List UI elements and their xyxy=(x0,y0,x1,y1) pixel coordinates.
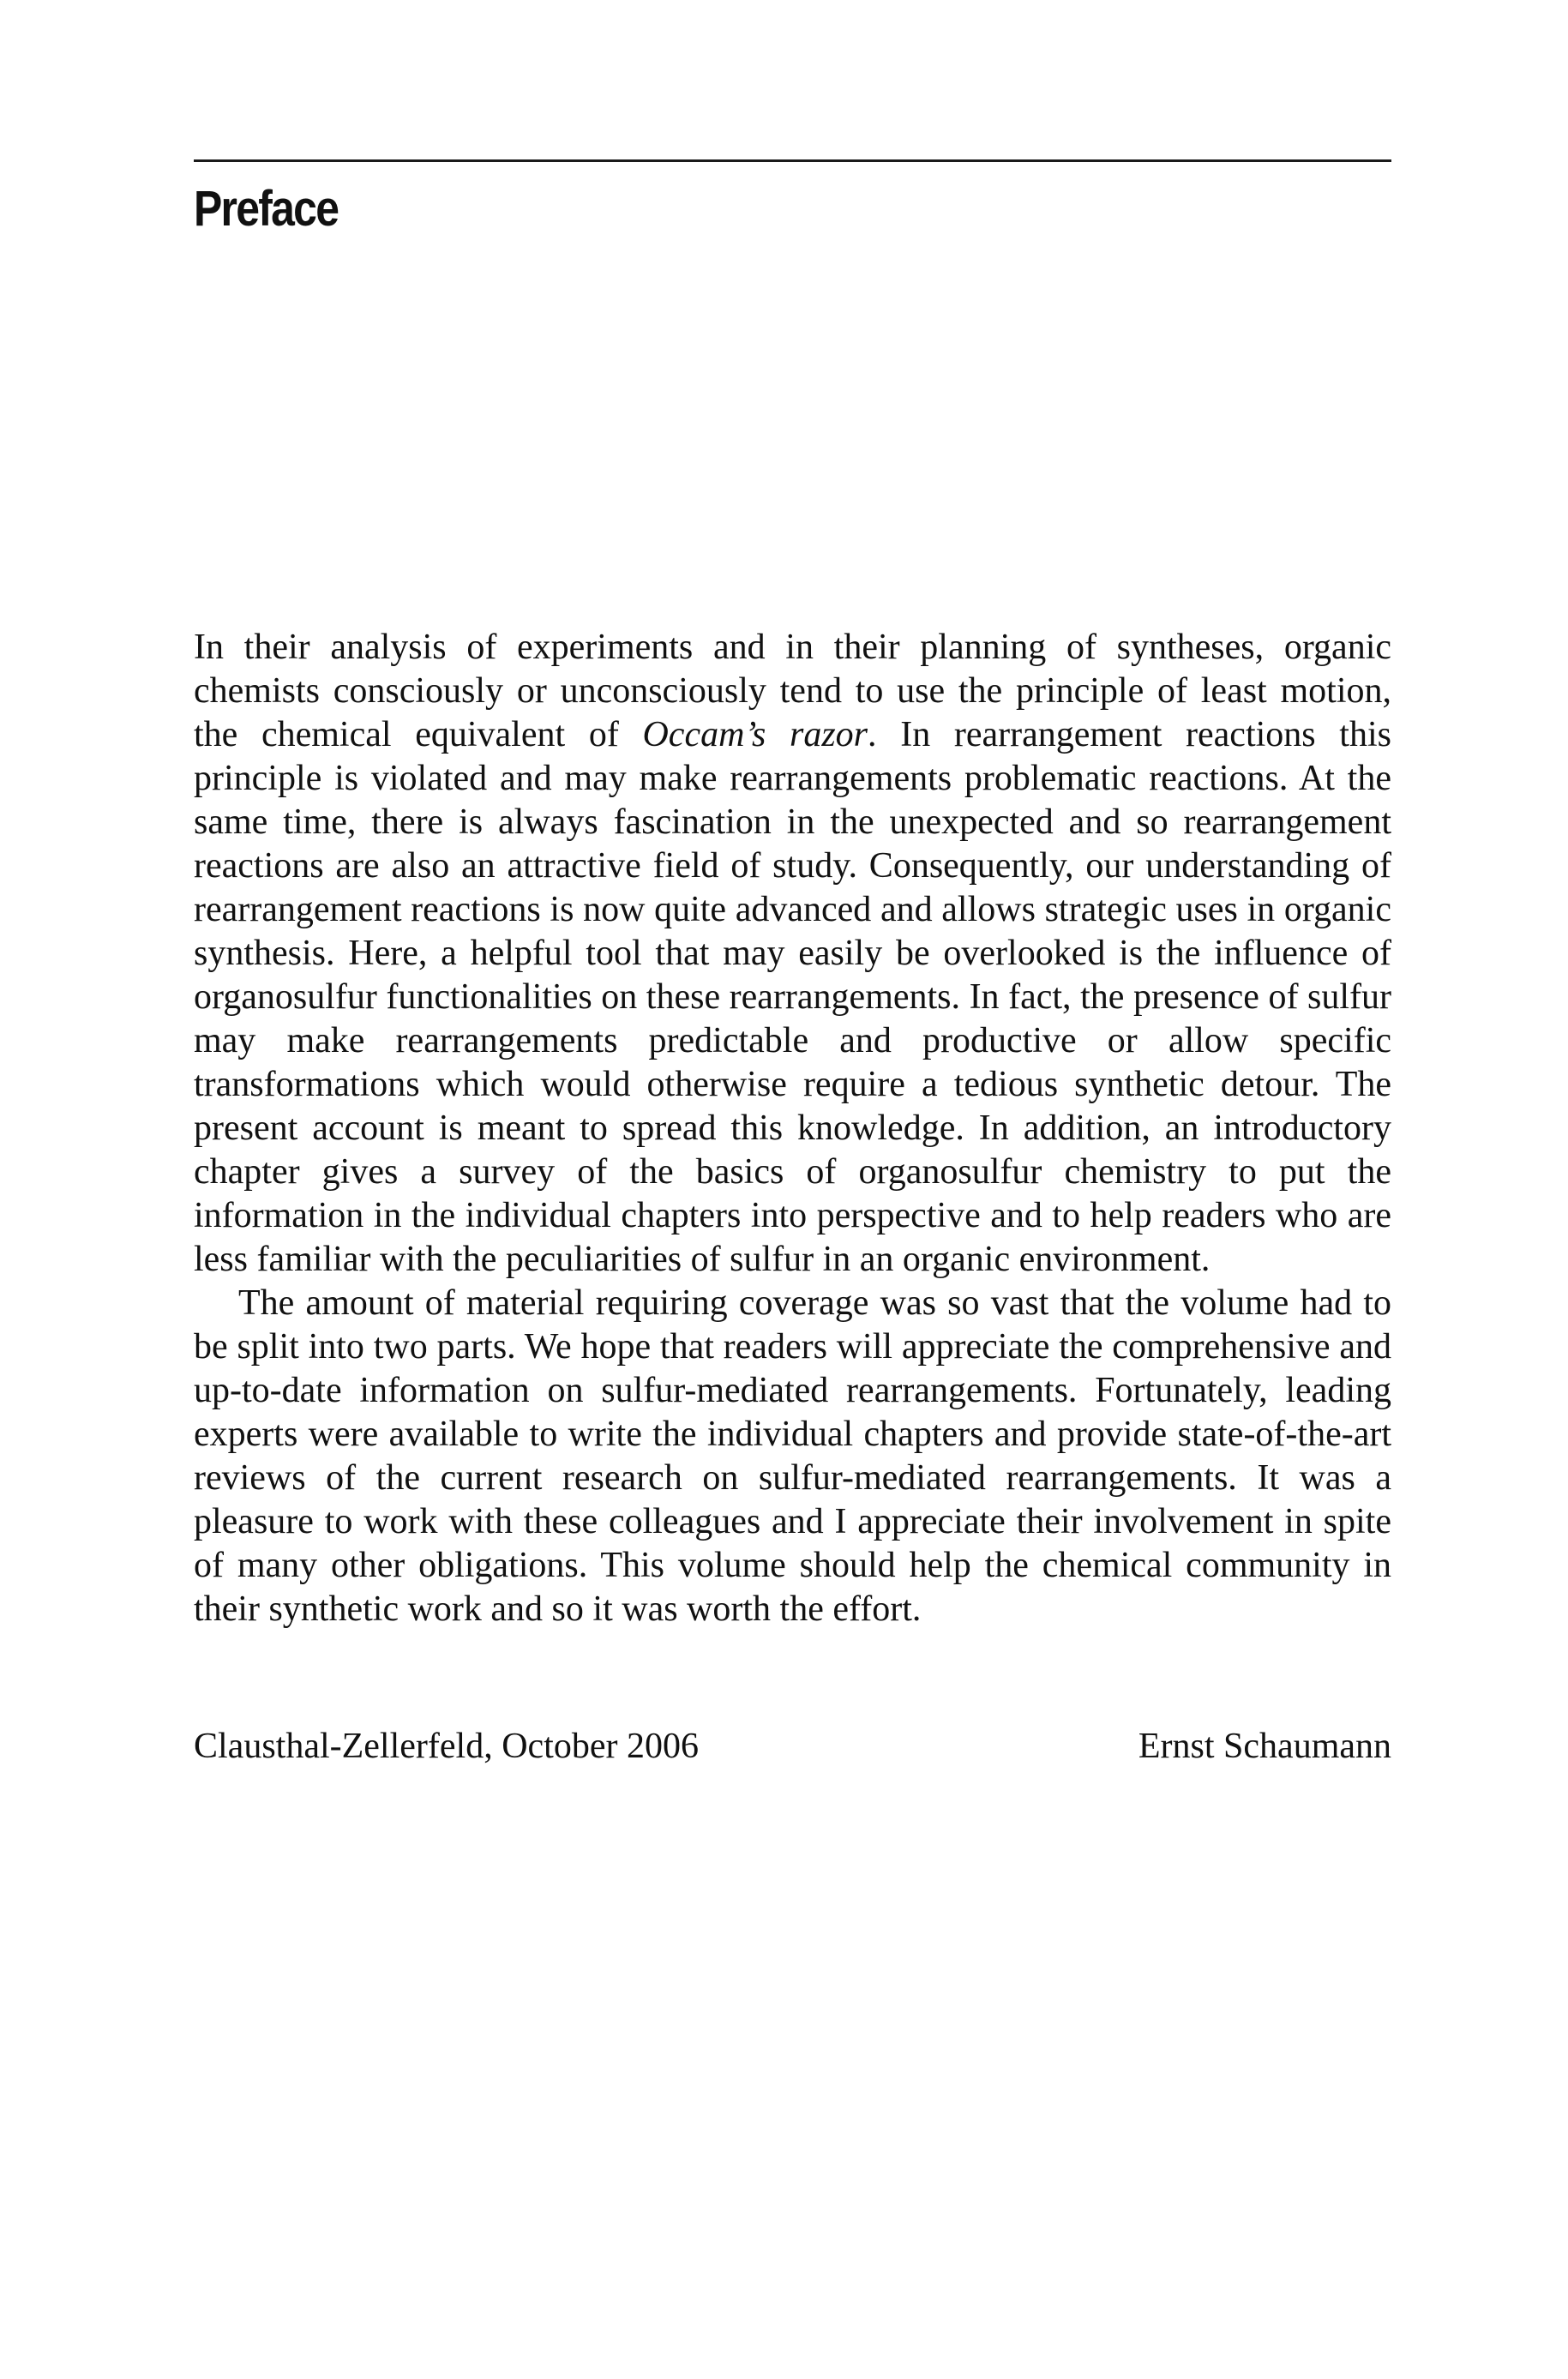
top-rule xyxy=(194,159,1391,162)
paragraph-1-text-start: In their analysis of experiments and in their planning of syntheses, organic chemists consciously or unconsciously tend to use the principle of least motion, the chemical equivalent of xyxy=(194,628,1391,754)
place-date: Clausthal-Zellerfeld, October 2006 xyxy=(194,1727,699,1766)
page-title: Preface xyxy=(194,181,339,237)
author-name: Ernst Schaumann xyxy=(1138,1727,1391,1766)
paragraph-1 xyxy=(194,626,1391,1282)
paragraph-2: The amount of material requiring coverage was so vast that the volume had to be split into two parts. We hope that readers will appreciate the comprehensive and up-to-date information on sulfur-mediated rearrangements. Fortunately, leading experts were available to write the individual chapters and provide state-of-the-art reviews of the current research on sulfur-mediated rearrangements. It was a pleasure to work with these colleagues and I appreciate their involvement in spite of many other obligations. This volume should help the chemical community in their synthetic work and so it was worth the effort. xyxy=(194,1283,1391,1629)
signature-line xyxy=(194,1725,1391,1769)
occams-razor-term: Occam’s razor xyxy=(642,715,868,754)
preface-body xyxy=(194,626,1391,1631)
paragraph-1-text-end: . In rearrangement reactions this principle is violated and may make rearrangements problematic reactions. At the same time, there is always fascination in the unexpected and so rearrangement reactions are also an attractive field of study. Consequently, our understanding of rearrangement reactions is now quite advanced and allows strategic uses in organic synthesis. Here, a helpful tool that may easily be overlooked is the influence of organosulfur functionalities on these rearrangements. In fact, the presence of sulfur may make rearrangements predictable and productive or allow specific transformations which would otherwise require a tedious synthetic detour. The present account is meant to spread this knowledge. In addition, an introductory chapter gives a survey of the basics of organosulfur chemistry to put the information in the individual chapters into perspective and to help readers who are less familiar with the peculiarities of sulfur in an organic environment. xyxy=(194,715,1391,1279)
